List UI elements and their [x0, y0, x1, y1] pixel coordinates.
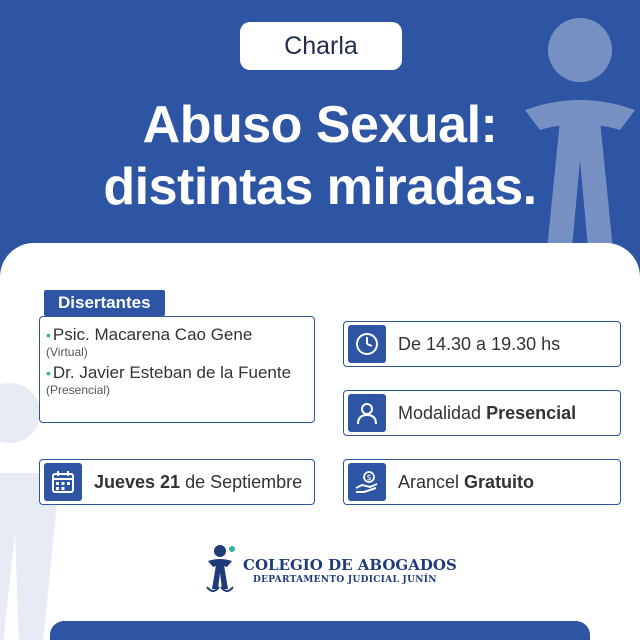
title-line-2: distintas miradas.: [103, 158, 537, 216]
modality-box: [343, 390, 621, 436]
justice-logo-icon: [205, 543, 239, 597]
person-icon: [348, 394, 386, 432]
svg-text:$: $: [366, 473, 372, 482]
speaker-item: [46, 325, 308, 359]
fee-box: [343, 459, 621, 505]
footer-bar: [50, 621, 590, 640]
calendar-icon: [44, 463, 82, 501]
logo-subtitle: DEPARTAMENTO JUDICIAL JUNÍN: [253, 575, 437, 585]
event-title: [0, 94, 640, 218]
speakers-box: [39, 316, 315, 423]
speaker-item: [46, 363, 308, 397]
time-box: [343, 321, 621, 367]
colegio-logo: [205, 543, 457, 598]
clock-icon: [348, 325, 386, 363]
header-banner: [0, 0, 640, 260]
time-text: De 14.30 a 19.30 hs: [398, 333, 561, 354]
title-line-1: Abuso Sexual:: [142, 96, 498, 154]
money-hand-icon: [348, 463, 386, 501]
date-text: Jueves 21 de Septiembre: [94, 471, 303, 492]
bullet-icon: •: [46, 365, 51, 381]
speakers-label: Disertantes: [44, 290, 165, 316]
bullet-icon: •: [46, 327, 51, 343]
logo-name: COLEGIO DE ABOGADOS: [243, 556, 457, 574]
fee-text: Arancel Gratuito: [398, 471, 535, 492]
date-box: [39, 459, 315, 505]
speaker-mode: (Virtual): [46, 345, 88, 359]
speaker-name: Psic. Macarena Cao Gene: [52, 325, 253, 344]
modality-text: Modalidad Presencial: [398, 402, 577, 423]
event-type-tag: Charla: [240, 22, 402, 70]
speaker-name: Dr. Javier Esteban de la Fuente: [52, 363, 292, 382]
details-card: [0, 243, 640, 640]
speaker-mode: (Presencial): [46, 383, 111, 397]
